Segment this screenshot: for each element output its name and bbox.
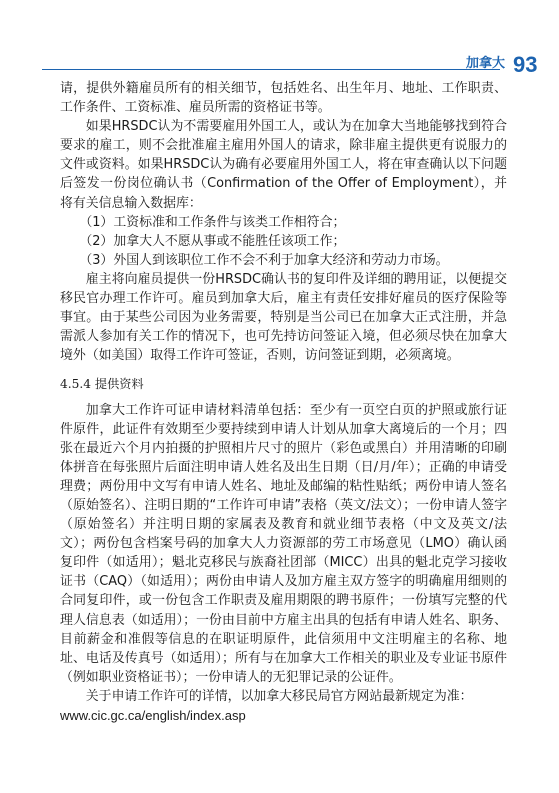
list-item: （3）外国人到该职位工作不会不利于加拿大经济和劳动力市场。	[79, 252, 449, 268]
paragraph-continued: 请，提供外籍雇员所有的相关细节，包括姓名、出生年月、地址、工作职责、工作条件、工资标准、雇员所需的资格证书等。	[60, 81, 507, 116]
list-item: （2）加拿大人不愿从事或不能胜任该项工作；	[79, 233, 346, 249]
paragraph-materials: 加拿大工作许可证申请材料清单包括：至少有一页空白页的护照或旅行证件原件，此证件有效期至少要持续到申请人计划从加拿大离境后的一个月；四张在最近六个月内拍摄的护照相片尺寸的照片（彩色或黑白）并用清晰的印刷体拼音在每张照片后面注明申请人姓名及出生日期（日/月/年）；正确的申请受理费；两份用中文写有申请人姓名、地址及邮编的粘性贴纸；两份申请人签名（原始签名）、注明日期的“工作许可申请”表格（英文/法文）；一份申请人签字（原始签名）并注明日期的家属表及教育和就业细节表格（中文及英文/法文）；两份包含档案号码的加拿大人力资源部的劳工市场意见（LMO）确认函复印件（如适用）；魁北克移民与族裔社团部（MICC）出具的魁北克学习接收证书（CAQ）（如适用）；两份由申请人及加方雇主双方签字的明确雇用细则的合同复印件，或一份包含工作职责及雇用期限的聘书原件；一份填写完整的代理人信息表（如适用）；一份由目前中方雇主出具的包括有申请人姓名、职务、目前薪金和准假等信息的在职证明原件，此信须用中文注明雇主的名称、地址、电话及传真号（如适用）；所有与在加拿大工作相关的职业及专业证书原件（例如职业资格证书）；一份申请人的无犯罪记录的公证件。	[60, 402, 507, 685]
section-label: 加拿大	[466, 56, 506, 71]
page-header	[0, 0, 559, 90]
subsection-heading: 4.5.4 提供资料	[60, 377, 144, 392]
list-item: （1）工资标准和工作条件与该类工作相符合；	[79, 214, 346, 230]
page-number: 93	[513, 52, 538, 77]
page-body	[60, 79, 507, 725]
paragraph-hrsdc: 如果HRSDC认为不需要雇用外国工人，或认为在加拿大当地能够找到符合要求的雇工，则不会批准雇主雇用外国人的请求，除非雇主提供更有说服力的文件或资料。如果HRSDC认为确有必要雇用外国工人，将在审查确认以下问题后签发一份岗位确认书（Confirmation of the Offer of Employment），并将有关信息输入数据库：	[60, 119, 507, 211]
paragraph-employer: 雇主将向雇员提供一份HRSDC确认书的复印件及详细的聘用证，以便提交移民官办理工作许可。雇员到加拿大后，雇主有责任安排好雇员的医疗保险等事宜。由于某些公司因为业务需要，特别是当公司已在加拿大正式注册，并急需派人参加有关工作的情况下，也可先持访问签证入境，但必须尽快在加拿大境外（如美国）取得工作许可签证，否则，访问签证到期，必须离境。	[60, 271, 507, 364]
header-rule	[42, 69, 500, 70]
website-url[interactable]: www.cic.gc.ca/english/index.asp	[60, 708, 246, 723]
paragraph-details: 关于申请工作许可的详情，以加拿大移民局官方网站最新规定为准：	[85, 688, 473, 704]
